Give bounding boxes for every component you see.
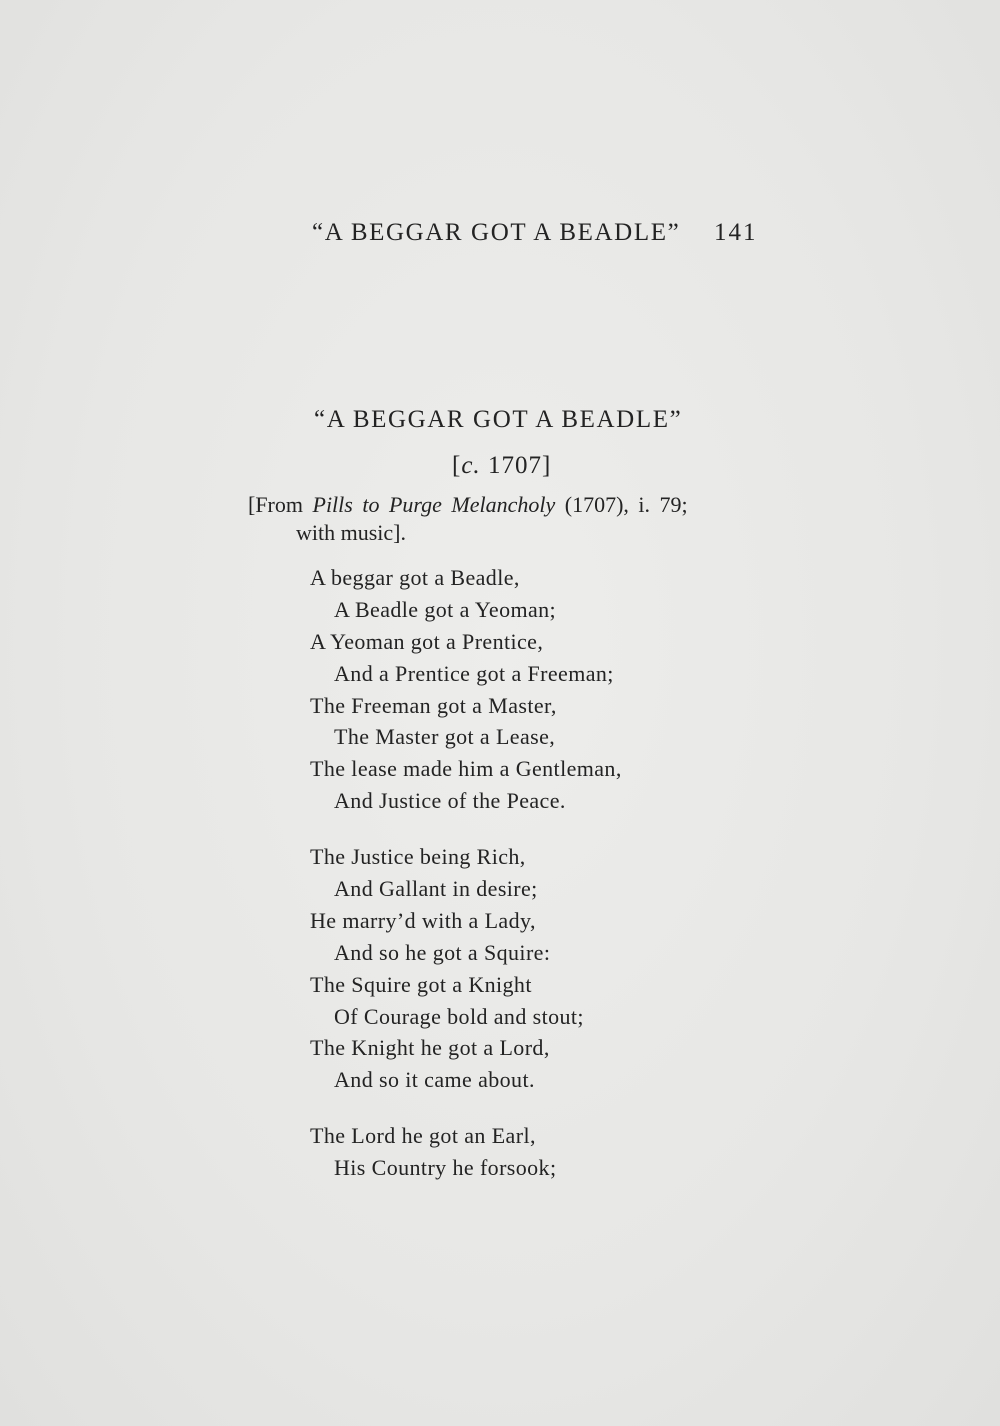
poem-line: The Knight he got a Lord, (310, 1035, 550, 1061)
stanza (310, 1120, 622, 1184)
poem-line: A beggar got a Beadle, (310, 565, 520, 590)
poem-line: The Lord he got an Earl, (310, 1123, 536, 1149)
poem-line: A Beadle got a Yeoman; (334, 596, 557, 622)
poem-line: And a Prentice got a Freeman; (334, 660, 614, 686)
poem-line: And Gallant in desire; (334, 876, 538, 902)
running-head: “A BEGGAR GOT A BEADLE” (312, 219, 681, 246)
page-number: 141 (714, 219, 758, 246)
poem-line: The lease made him a Gentleman, (310, 756, 622, 782)
poem-line: His Country he forsook; (334, 1155, 557, 1181)
source-prefix: [From (248, 492, 313, 517)
date-year: 1707] (480, 452, 552, 479)
poem-line: The Justice being Rich, (310, 844, 526, 870)
stanza (310, 841, 622, 1096)
poem-line: And so it came about. (334, 1067, 535, 1093)
poem-line: Of Courage bold and stout; (334, 1003, 584, 1029)
poem-line: The Squire got a Knight (310, 971, 532, 997)
poem-line: The Freeman got a Master, (310, 692, 557, 718)
source-line-2: with music]. (296, 520, 406, 545)
poem-line: The Master got a Lease, (334, 724, 556, 750)
stanza (310, 562, 622, 817)
poem-date (452, 452, 551, 480)
poem-line: And Justice of the Peace. (334, 788, 566, 814)
poem-title: “A BEGGAR GOT A BEADLE” (314, 406, 683, 433)
date-circa: c. (461, 452, 481, 479)
source-suffix: (1707), i. 79; (555, 492, 688, 517)
source-line-1 (248, 491, 778, 519)
date-open-bracket: [ (452, 452, 462, 479)
poem-line: A Yeoman got a Prentice, (310, 628, 544, 654)
poem-line: And so he got a Squire: (334, 939, 551, 965)
source-book-title: Pills to Purge Melancholy (312, 492, 556, 517)
source-note (248, 491, 778, 547)
poem-line: He marry’d with a Lady, (310, 907, 536, 933)
poem-body (310, 562, 622, 1208)
